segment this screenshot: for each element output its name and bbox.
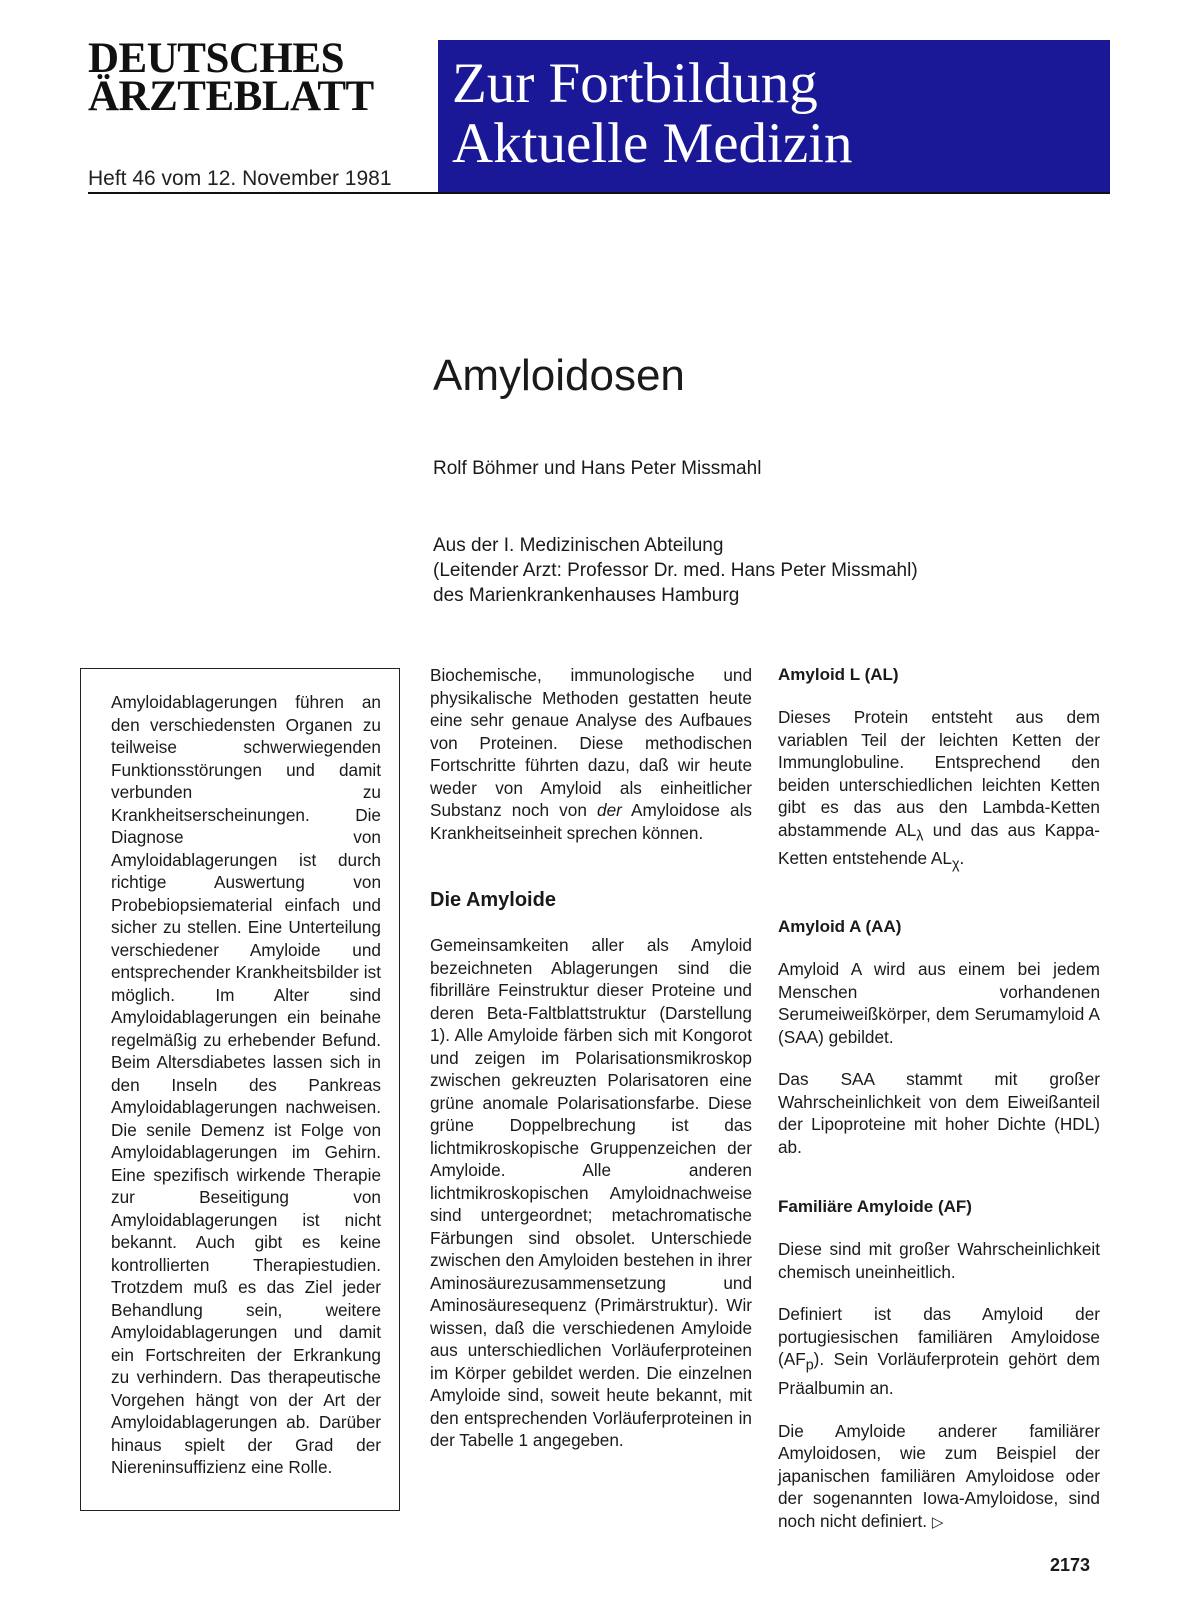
intro-text: Biochemische, immunologische und physikalische Methoden gestatten heute eine sehr genaue Analyse des Aufbaues von Proteinen. Diese methodischen Fortschritte führten dazu, daß wir heute weder von Amyloid als einheitlicher Substanz noch von — [430, 665, 752, 820]
heading-familiaere-amyloide: Familiäre Amyloide (AF) — [778, 1197, 972, 1217]
affiliation-line: (Leitender Arzt: Professor Dr. med. Hans Peter Missmahl) — [433, 560, 918, 581]
article-authors: Rolf Böhmer und Hans Peter Missmahl — [433, 458, 762, 479]
intro-emphasis: der — [597, 800, 622, 820]
affiliation — [433, 533, 918, 608]
al-text-c: . — [959, 848, 965, 869]
al-paragraph — [778, 706, 1100, 876]
af-paragraph-3 — [778, 1420, 1100, 1535]
continue-arrow-icon: ▷ — [931, 1513, 944, 1531]
af-paragraph-2 — [778, 1303, 1100, 1399]
affiliation-line: des Marienkrankenhauses Hamburg — [433, 585, 740, 606]
column-3 — [778, 664, 1100, 1534]
af-text-b: ). Sein Vorläuferprotein gehört dem Präalbumin an. — [778, 1349, 1100, 1399]
banner-line-2: Aktuelle Medizin — [452, 112, 853, 175]
af-text-3: Die Amyloide anderer familiärer Amyloidosen, wie zum Beispiel der japanischen familiären Amyloidose oder der sogenannten Iowa-Amyloidose, sind noch nicht definiert. — [778, 1420, 1100, 1531]
al-text-b: und das aus Kappa-Ketten entstehende AL — [778, 819, 1101, 869]
subscript-p: p — [805, 1357, 814, 1374]
banner-line-1: Zur Fortbildung — [452, 52, 818, 115]
abstract-box — [80, 668, 400, 1511]
masthead-line-1: DEUTSCHES — [88, 35, 344, 82]
issue-date: Heft 46 vom 12. November 1981 — [88, 167, 392, 190]
section-banner — [438, 40, 1110, 192]
affiliation-line: Aus der I. Medizinischen Abteilung — [433, 535, 724, 556]
aa-paragraph-1: Amyloid A wird aus einem bei jedem Menschen vorhandenen Serumeiweißkörper, dem Serumamyloid A (SAA) gebildet. — [778, 959, 1100, 1047]
article-title: Amyloidosen — [433, 351, 685, 400]
page-number: 2173 — [1050, 1555, 1091, 1575]
af-paragraph-1: Diese sind mit großer Wahrscheinlichkeit chemisch uneinheitlich. — [778, 1239, 1100, 1282]
amyloide-paragraph: Gemeinsamkeiten aller als Amyloid bezeichneten Ablagerungen sind die fibrilläre Feinstruktur dieser Proteine und deren Beta-Faltblattstruktur (Darstellung 1). Alle Amyloide färben sich mit Kongorot und zeigen im Polarisationsmikroskop zwischen gekreuzten Polarisatoren eine grüne anomale Polarisationsfarbe. Diese grüne Doppelbrechung ist das lichtmikroskopische Gruppenzeichen der Amyloide. Alle anderen lichtmikroskopischen Amyloidnachweise sind untergeordnet; metachromatische Färbungen sind obsolet. Unterschiede zwischen den Amyloiden bestehen in ihrer Aminosäurezusammensetzung und Aminosäuresequenz (Primärstruktur). Wir wissen, daß die verschiedenen Amyloide aus unterschiedlichen Vorläuferproteinen im Körper gebildet werden. Die einzelnen Amyloide sind, soweit heute bekannt, mit den entsprechenden Vorläuferproteinen in der Tabelle 1 angegeben. — [430, 935, 752, 1450]
abstract-text: Amyloidablagerungen führen an den verschiedensten Organen zu teilweise schwerwiegenden Funktionsstörungen und damit verbunden zu Krankheitserscheinungen. Die Diagnose von Amyloidablagerungen ist durch richtige Auswertung von Probebiopsiematerial einfach und sicher zu stellen. Eine Unterteilung verschiedener Amyloide und entsprechender Krankheitsbilder ist möglich. Im Alter sind Amyloidablagerungen ein beinahe regelmäßig zu erhebender Befund. Beim Altersdiabetes lassen sich in den Inseln des Pankreas Amyloidablagerungen nachweisen. Die senile Demenz ist Folge von Amyloidablagerungen im Gehirn. Eine spezifisch wirkende Therapie zur Beseitigung von Amyloidablagerungen ist nicht bekannt. Auch gibt es keine kontrollierten Therapiestudien. Trotzdem muß es das Ziel jeder Behandlung sein, weitere Amyloidablagerungen und damit ein Fortschreiten der Erkrankung zu verhindern. Das therapeutische Vorgehen hängt von der Art der Amyloidablagerungen ab. Darüber hinaus spielt der Grad der Niereninsuffizienz eine Rolle. — [111, 692, 381, 1477]
masthead-line-2: ÄRZTEBLATT — [88, 73, 374, 120]
subscript-lambda: λ — [916, 827, 924, 844]
heading-amyloid-a: Amyloid A (AA) — [778, 917, 902, 937]
column-2 — [430, 664, 752, 1452]
intro-text-end: Amyloidose als Krankheitseinheit sprechen können. — [430, 800, 752, 843]
header-rule — [88, 192, 1110, 194]
heading-amyloid-l: Amyloid L (AL) — [778, 665, 899, 684]
af-text: Definiert ist das Amyloid der portugiesischen familiären Amyloidose (AF — [778, 1304, 1100, 1370]
intro-paragraph — [430, 664, 752, 844]
al-text: Dieses Protein entsteht aus dem variablen Teil der leichten Ketten der Immunglobuline. Entsprechend den beiden unterschiedlichen leichten Ketten gibt es das aus den Lambda-Ketten abstammende AL — [778, 707, 1100, 840]
subscript-kappa: χ — [951, 856, 960, 873]
aa-paragraph-2: Das SAA stammt mit großer Wahrscheinlichkeit von dem Eiweißanteil der Lipoproteine mit hoher Dichte (HDL) ab. — [778, 1069, 1100, 1157]
section-heading-die-amyloide: Die Amyloide — [430, 889, 556, 911]
masthead — [88, 35, 413, 120]
